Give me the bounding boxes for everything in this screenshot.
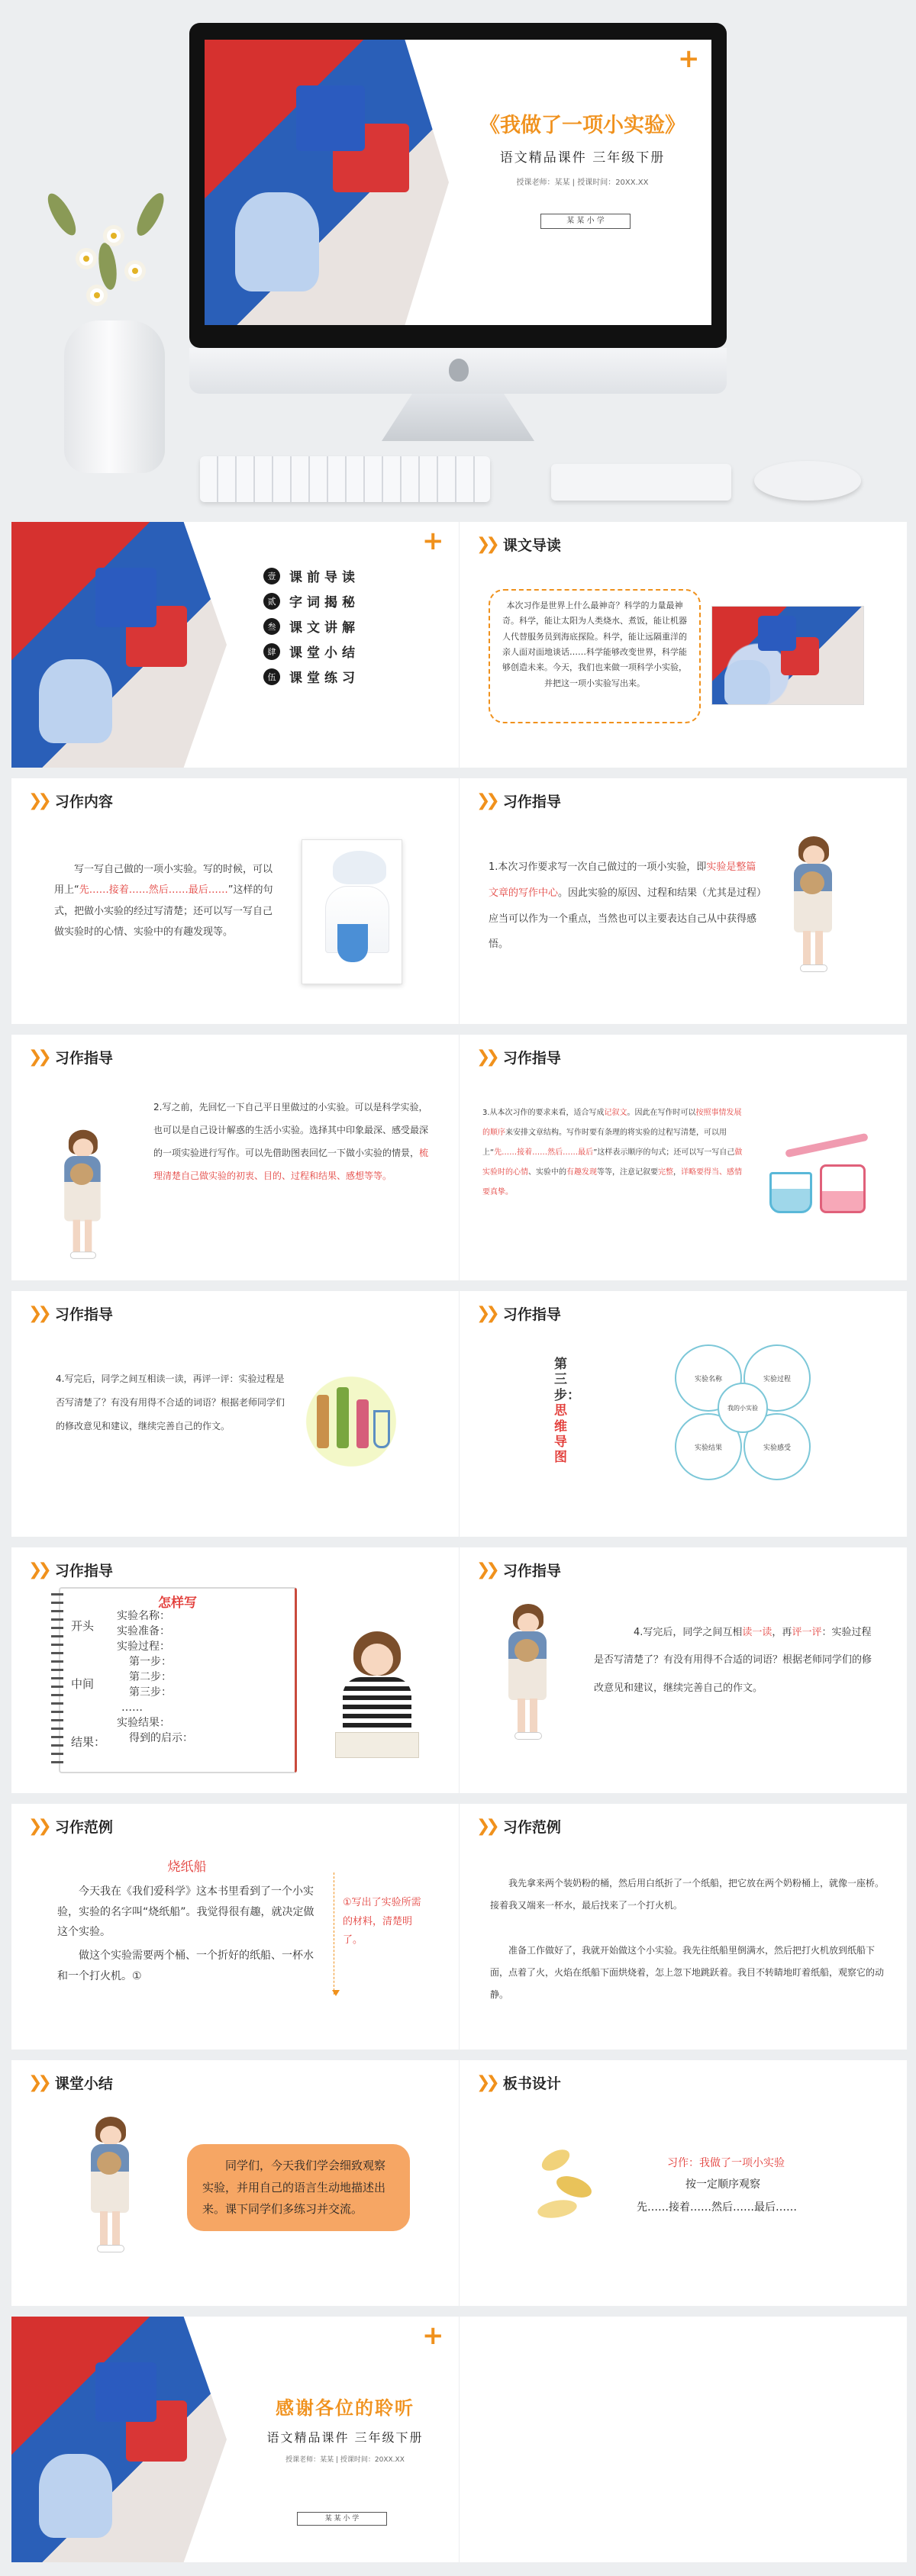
chevron-icon: ❯❯ (476, 1303, 495, 1323)
chevron-icon: ❯❯ (476, 1816, 495, 1836)
slide-example1 (11, 1804, 459, 2050)
slide-title: 习作指导 (54, 1563, 113, 1579)
lab-photo (205, 40, 449, 325)
flower-icon (90, 288, 104, 302)
step-label: 第三步：思维导图 (554, 1357, 580, 1466)
chevron-icon: ❯❯ (28, 1816, 47, 1836)
guide5-text: 4.写完后，同学之间互相读一读，再评一评：实验过程是否写清楚了？有没有用得不合适的词语？根据老师同学们的修改意见和建议，继续完善自己的作文。 (594, 1627, 872, 1694)
chevron-icon: ❯❯ (28, 1560, 47, 1579)
toc-item[interactable] (263, 664, 360, 689)
lab-equipment-illustration (294, 1364, 408, 1479)
slide-title: 板书设计 (502, 2075, 561, 2092)
slide-blank (460, 2317, 907, 2562)
slide-guide5 (460, 1547, 907, 1793)
summary-bubble: 同学们，今天我们学会细致观察实验，并用自己的语言生动地描述出来。课下同学们多练习并交流。 (187, 2144, 410, 2231)
girl-reading (327, 1631, 427, 1769)
slide-header (476, 2072, 561, 2093)
example-para1: 今天我在《我们爱科学》这本书里看到了一个小实验，实验的名字叫“烧纸船”。我觉得很有趣，就决定做这个实验。 (57, 1885, 314, 1939)
outline-middle: 中间 (71, 1677, 95, 1691)
slide-header (28, 1816, 113, 1837)
slide-toc (11, 522, 459, 768)
board-line2: 按一定顺序观察 (685, 2178, 760, 2191)
lab-photo (11, 2317, 227, 2562)
slide-guide2 (11, 1035, 459, 1280)
toc-num: 叁 (263, 618, 280, 635)
lab-photo (711, 606, 864, 705)
chevron-icon: ❯❯ (476, 534, 495, 554)
cover-school: 某 某 小 学 (540, 214, 631, 229)
slide-guide1 (460, 778, 907, 1024)
toc-list (263, 563, 360, 689)
toc-label: 课堂小结 (289, 646, 360, 661)
outline-line: 实验过程： (117, 1641, 170, 1653)
bubble: 实验感受 (743, 1413, 811, 1480)
monitor (189, 23, 727, 348)
chevron-icon: ❯❯ (28, 1047, 47, 1067)
board-line1: 习作：我做了一项小实验 (667, 2157, 785, 2169)
girl-figure (504, 1604, 550, 1749)
slide-title: 习作范例 (54, 1819, 113, 1836)
trackpad (551, 464, 731, 501)
guide3-text: 3.从本次习作的要求来看，适合写成记叙文。因此在写作时可以按照事情发展的顺序来安排文章结构。写作时要有条理的将实验的过程写清楚，可以用上“先……接着……然后……最后”这样表示顺序的句式；还可以写一写自己做实验时的心情、实验中的有趣发现等等，注意记叙要完整，详略要得当、感情要真挚。 (482, 1109, 743, 1196)
example2-para2: 准备工作做好了，我就开始做这个小实验。我先往纸船里倒满水，然后把打火机放到纸船下面，点着了火，火焰在纸船下面烘烧着，怎上忽下地跳跃着。我目不转睛地盯着纸船，观察它的动静。 (490, 1945, 885, 2000)
toc-num: 伍 (263, 668, 280, 685)
example-note: ①写出了实验所需的材料，清楚明了。 (343, 1897, 421, 1946)
apple-logo-icon (449, 359, 469, 382)
toc-item[interactable] (263, 639, 360, 664)
center-bubble: 我的小实验 (718, 1383, 768, 1433)
beaker-illustration (762, 1141, 876, 1218)
slide-content (11, 778, 459, 1024)
chevron-icon: ❯❯ (28, 2072, 47, 2092)
slide-header (476, 1047, 561, 1067)
guide1-text: 1.本次习作要求写一次自己做过的一项小实验，即实验是整篇文章的写作中心。因此实验的原因、过程和结果（尤其是过程）应当可以作为一个重点，当然也可以主要表达自己从中获得感悟。 (489, 861, 762, 951)
girl-figure (86, 2117, 132, 2269)
outline-line: 得到的启示： (129, 1732, 193, 1744)
slide-title: 习作指导 (502, 1306, 561, 1323)
slide-header (476, 534, 561, 555)
slide-header (28, 1047, 113, 1067)
thanks-school: 某 某 小 学 (297, 2512, 387, 2526)
thanks-teacher-line: 授课老师：某某 | 授课时间：20XX.XX (285, 2456, 405, 2464)
chevron-icon: ❯❯ (476, 1047, 495, 1067)
slide-header (476, 1816, 561, 1837)
thanks-subtitle: 语文精品课件 三年级下册 (266, 2430, 424, 2445)
slide-title: 习作范例 (502, 1819, 561, 1836)
chevron-icon: ❯❯ (476, 1560, 495, 1579)
outline-line: 实验准备： (117, 1625, 170, 1637)
lab-photo-2 (302, 839, 402, 984)
slide-example2 (460, 1804, 907, 2050)
slide-header (476, 1560, 561, 1580)
hero-mockup (0, 0, 916, 513)
flower-icon (107, 229, 121, 243)
girl-figure (60, 1130, 104, 1268)
slide-title: 课文导读 (502, 537, 561, 554)
slide-title: 习作内容 (54, 794, 113, 810)
outline-line: 第二步： (129, 1671, 172, 1683)
slide-guide4 (11, 1291, 459, 1537)
bubble: 实验名称 (675, 1344, 742, 1412)
slide-header (28, 1560, 113, 1580)
outline-line: …… (121, 1702, 143, 1714)
leaf-icon (43, 190, 81, 240)
notebook-spiral (51, 1593, 63, 1767)
cover-subtitle: 语文精品课件 三年级下册 (499, 150, 666, 166)
toc-item[interactable] (263, 613, 360, 639)
cover-title: 《我做了一项小实验》 (479, 114, 685, 137)
board-line3: 先……接着……然后……最后…… (637, 2201, 797, 2214)
bubble: 实验过程 (743, 1344, 811, 1412)
content-text: 写一写自己做的一项小实验。写的时候，可以用上“先……接着……然后……最后……”这样的句式，把做小实验的经过写清楚；还可以写一写自己做实验时的心情、实验中的有趣发现等。 (54, 864, 273, 938)
gold-leaf-icon (533, 2144, 597, 2228)
slide-thanks (11, 2317, 459, 2562)
slide-header (476, 1303, 561, 1324)
arrow-down-icon (332, 1990, 340, 1996)
flower-icon (79, 252, 93, 266)
leaf-icon (96, 242, 119, 291)
chevron-icon: ❯❯ (476, 2072, 495, 2092)
outline-lines (117, 1608, 193, 1746)
slide-summary (11, 2060, 459, 2306)
slide-header (476, 791, 561, 811)
slide-title: 习作指导 (502, 1563, 561, 1579)
outline-line: 实验结果： (117, 1717, 170, 1729)
guide2-text: 2.写之前，先回忆一下自己平日里做过的小实验。可以是科学实验，也可以是自己设计解惑的生活小实验。选择其中印象最深、感受最深的一项实验进行写作。可以先借助图表回忆一下做小实验的情景，梳理清楚自己做实验的初衷、目的、过程和结果、感想等等。 (153, 1102, 429, 1181)
toc-label: 课文讲解 (289, 620, 360, 636)
plus-icon: + (678, 43, 700, 74)
leaf-icon (132, 189, 169, 239)
chevron-icon: ❯❯ (28, 1303, 47, 1323)
outline-line: 第一步： (129, 1656, 172, 1668)
toc-item[interactable] (263, 588, 360, 613)
cover-teacher-line: 授课老师：某某 | 授课时间：20XX.XX (516, 179, 649, 187)
slide-header (28, 791, 113, 811)
example-heading: 烧纸船 (167, 1860, 207, 1875)
slide-title: 习作指导 (54, 1050, 113, 1067)
slide-guide (460, 522, 907, 768)
slide-header (28, 2072, 113, 2093)
slide-outline (11, 1547, 459, 1793)
toc-num: 肆 (263, 643, 280, 660)
slide-mindmap (460, 1291, 907, 1537)
notebook (59, 1587, 297, 1773)
thanks-title: 感谢各位的聆听 (276, 2397, 414, 2419)
bubble: 实验结果 (675, 1413, 742, 1480)
slide-header (28, 1303, 113, 1324)
slide-title: 习作指导 (502, 794, 561, 810)
flower-vase (64, 320, 165, 473)
monitor-stand (382, 394, 534, 441)
cover-slide (205, 40, 711, 325)
outline-heading: 怎样写 (158, 1596, 197, 1611)
toc-label: 课前导读 (289, 570, 360, 585)
slide-guide3 (460, 1035, 907, 1280)
toc-label: 课堂练习 (289, 671, 360, 686)
toc-num: 壹 (263, 568, 280, 584)
toc-num: 贰 (263, 593, 280, 610)
toc-item[interactable] (263, 563, 360, 588)
chevron-icon: ❯❯ (476, 791, 495, 810)
keyboard (200, 456, 490, 502)
toc-label: 字词揭秘 (289, 595, 360, 610)
example-para2: 做这个实验需要两个桶、一个折好的纸船、一杯水和一个打火机。① (57, 1950, 314, 1982)
slide-board (460, 2060, 907, 2306)
chevron-icon: ❯❯ (28, 791, 47, 810)
slide-title: 课堂小结 (54, 2075, 113, 2092)
example2-para1: 我先拿来两个装奶粉的桶，然后用白纸折了一个纸船，把它放在两个奶粉桶上，就像一座桥。接着我又端来一杯水，最后找来了一个打火机。 (490, 1878, 885, 1911)
flower-icon (128, 264, 142, 278)
outline-line: 实验名称： (117, 1610, 170, 1622)
girl-figure (789, 836, 835, 981)
slide-title: 习作指导 (502, 1050, 561, 1067)
guide4-text: 4.写完后，同学之间互相读一读，再评一评：实验过程是否写清楚了？有没有用得不合适的词语？根据老师同学们的修改意见和建议，继续完善自己的作文。 (56, 1373, 285, 1432)
outline-ending: 结果： (71, 1735, 106, 1749)
lab-photo (11, 522, 227, 768)
outline-line: 第三步： (129, 1686, 172, 1699)
slide-title: 习作指导 (54, 1306, 113, 1323)
outline-opening: 开头 (71, 1619, 95, 1633)
plus-icon: + (422, 526, 444, 556)
guide-box: 本次习作是世界上什么最神奇？科学的力量最神奇。科学，能让太阳为人类烧水、煮饭，能让机器人代替服务员到海底探险。科学，能让远隔重洋的亲人面对面地谈话……科学能够改变世界，科学能够创造未来。今天，我们也来做一项科学小实验，并把这一项小实验写出来。 (489, 589, 701, 723)
plus-icon: + (422, 2320, 444, 2351)
mouse (754, 461, 861, 501)
